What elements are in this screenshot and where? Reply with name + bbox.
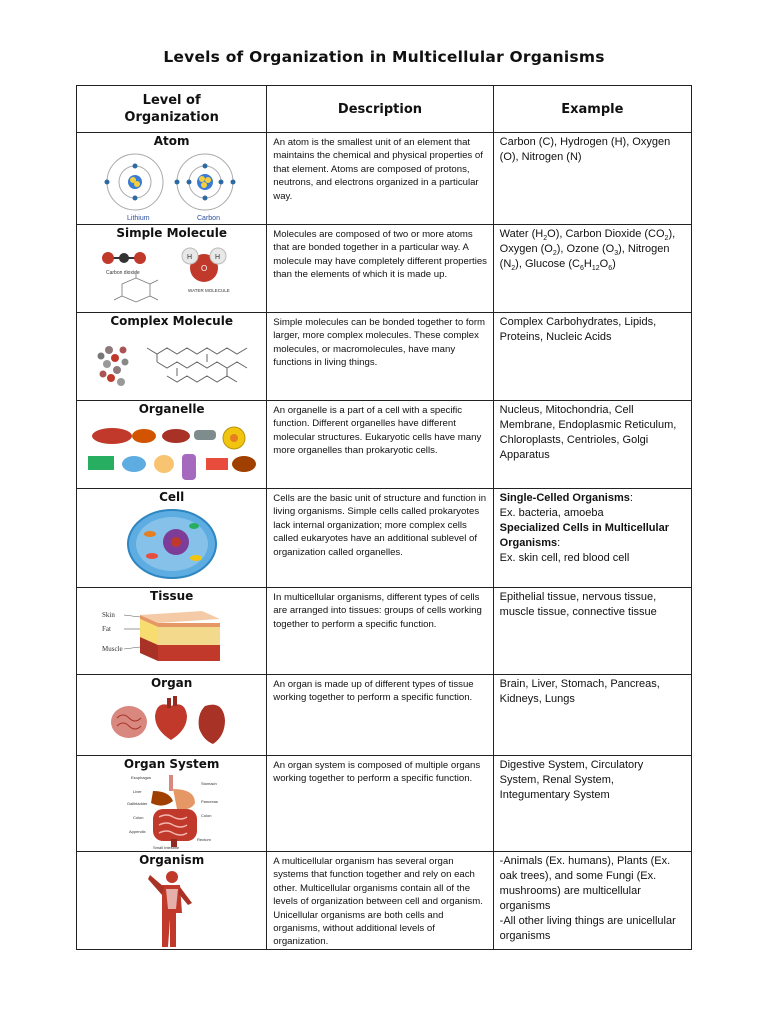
header-description: Description: [267, 86, 493, 133]
level-cell: [77, 852, 267, 950]
organism-illustration: [142, 869, 202, 949]
example-text: Brain, Liver, Stomach, Pancreas, Kidneys, Lungs: [499, 678, 660, 705]
carbon-dioxide-label: Carbon dioxide: [105, 270, 140, 276]
cytoskeleton-icon: [206, 458, 228, 470]
esophagus-label: Esophagus: [130, 775, 151, 780]
table-row: [77, 225, 692, 313]
description-text: An organ system is composed of multiple organs working together to perform a specific function.: [273, 760, 481, 785]
description-cell: [267, 852, 493, 950]
stomach-label: Stomach: [200, 781, 217, 786]
ribosome-icon: [194, 430, 216, 440]
header-example: Example: [493, 86, 691, 133]
level-name: Organism: [139, 853, 205, 867]
header-level: Level of Organization: [77, 86, 267, 133]
cell-illustration: [122, 506, 222, 582]
eukaryotic-cell-icon: [128, 510, 216, 578]
endoplasmic-reticulum-icon: [92, 428, 132, 444]
mitochondria-icon: [232, 456, 256, 472]
glucose-ring-icon: [114, 272, 158, 302]
water-molecule-icon: [182, 248, 230, 293]
level-name: Complex Molecule: [110, 314, 233, 328]
water-molecule-label: WATER MOLECULE: [187, 288, 230, 293]
small-intestine-label: Small Intestine: [152, 845, 179, 849]
example-cell: [493, 133, 691, 225]
lithium-label: Lithium: [126, 215, 150, 222]
organelles-illustration: [84, 418, 260, 486]
skin-layers-icon: [124, 611, 220, 661]
table-row: [77, 489, 692, 588]
muscle-label: Muscle: [101, 645, 123, 653]
example-cell: [493, 675, 691, 756]
example-cell: [493, 489, 691, 588]
digestive-system-icon: [151, 775, 197, 847]
organization-table: [76, 85, 692, 950]
example-text: -Animals (Ex. humans), Plants (Ex. oak trees), and some Fungi (Ex. mushrooms) are multicellular organisms -All other living things are unicellular organisms: [499, 855, 676, 942]
description-cell: [267, 675, 493, 756]
centriole-icon: [182, 454, 196, 480]
liver-icon: [198, 705, 224, 744]
description-cell: [267, 313, 493, 401]
example-text: Carbon (C), Hydrogen (H), Oxygen (O), Nitrogen (N): [499, 136, 671, 163]
brain-icon: [111, 706, 147, 738]
description-text: In multicellular organisms, different types of cells are arranged into tissues: groups of cells working together to perform a specific function.: [273, 592, 482, 630]
level-cell: [77, 756, 267, 852]
table-row: [77, 852, 692, 950]
level-cell: [77, 225, 267, 313]
table-header-row: [77, 86, 692, 133]
table-row: [77, 401, 692, 489]
level-cell: [77, 588, 267, 675]
lithium-atom-icon: [104, 154, 163, 210]
liver-label: Liver: [132, 789, 142, 794]
level-cell: [77, 133, 267, 225]
page-title: Levels of Organization in Multicellular Organisms: [163, 48, 605, 66]
rough-er-icon: [162, 429, 190, 443]
lysosome-icon: [122, 456, 146, 472]
macromolecule-illustration: [87, 330, 257, 394]
description-cell: [267, 225, 493, 313]
svg-text:O: O: [200, 264, 207, 273]
skin-label: Skin: [101, 611, 115, 619]
level-cell: [77, 675, 267, 756]
vacuole-icon: [154, 455, 174, 473]
digestive-system-illustration: [97, 773, 247, 849]
organs-illustration: [107, 692, 237, 748]
level-cell: [77, 489, 267, 588]
description-text: Cells are the basic unit of structure and function in living organisms. Simple cells called prokaryotes lack internal organization; more complex cells called eukaryotes have an additional sublevel of organization called organelles.: [273, 493, 487, 558]
pancreas-label: Pancreas: [200, 799, 218, 804]
table-row: [77, 313, 692, 401]
example-cell: [493, 401, 691, 489]
table-row: [77, 756, 692, 852]
example-cell: [493, 588, 691, 675]
example-cell: [493, 225, 691, 313]
description-cell: [267, 401, 493, 489]
description-cell: [267, 489, 493, 588]
cell-membrane-icon: [88, 456, 114, 470]
description-text: Molecules are composed of two or more atoms that are bonded together in a particular way. A molecule may have completely different properties than the elements of which it is made up.: [273, 229, 487, 281]
lipid-chain-icon: [147, 348, 247, 382]
molecule-illustration: [92, 242, 252, 308]
example-text: Digestive System, Circulatory System, Renal System, Integumentary System: [499, 759, 644, 801]
description-text: Simple molecules can be bonded together to form larger, more complex molecules. These complex molecules, or macromolecules, have many functions in living things.: [273, 317, 486, 369]
description-text: An organelle is a part of a cell with a specific function. Different organelles have different molecular structures. Eukaryotic cells have many more organelles than prokaryotic cells.: [273, 405, 482, 457]
fat-label: Fat: [101, 625, 111, 633]
level-name: Cell: [159, 490, 185, 504]
rectum-label: Rectum: [196, 837, 211, 842]
description-text: An organ is made up of different types of tissue working together to perform a specific function.: [273, 679, 474, 704]
description-text: A multicellular organism has several organ systems that function together and rely on each other. Multicellular organisms contain all of the levels of organization between cell and organism. Unicellular organisms are both cells and organisms, without additional levels of organization.: [273, 856, 483, 948]
carbon-label: Carbon: [196, 215, 220, 222]
example-text: Single-Celled Organisms: Ex. bacteria, amoeba Specialized Cells in Multicellular Organisms: Ex. skin cell, red blood cell: [499, 492, 669, 564]
example-text: Epithelial tissue, nervous tissue, muscle tissue, connective tissue: [499, 591, 657, 618]
description-cell: [267, 756, 493, 852]
example-text: Nucleus, Mitochondria, Cell Membrane, Endoplasmic Reticulum, Chloroplasts, Centrioles, Golgi Apparatus: [499, 404, 677, 461]
example-text: Complex Carbohydrates, Lipids, Proteins, Nucleic Acids: [499, 316, 657, 343]
description-cell: [267, 588, 493, 675]
table-row: [77, 588, 692, 675]
description-cell: [267, 133, 493, 225]
example-cell: [493, 313, 691, 401]
appendix-label: Appendix: [128, 829, 146, 834]
tissue-illustration: [102, 605, 242, 667]
gallbladder-label: Gallbladder: [126, 801, 148, 806]
human-figure-icon: [148, 871, 192, 947]
golgi-icon: [132, 429, 156, 443]
level-cell: [77, 313, 267, 401]
carbon-atom-icon: [174, 154, 235, 210]
level-name: Simple Molecule: [116, 226, 227, 240]
level-name: Organ System: [123, 757, 220, 771]
table-row: [77, 675, 692, 756]
colon-label-right: Colon: [200, 813, 212, 818]
atom-illustration: [97, 150, 247, 222]
table-row: [77, 133, 692, 225]
protein-cluster-icon: [97, 346, 128, 386]
svg-text:H: H: [214, 254, 220, 261]
svg-text:H: H: [186, 254, 192, 261]
colon-label-left: Colon: [132, 815, 144, 820]
carbon-dioxide-icon: [102, 252, 146, 276]
example-cell: [493, 852, 691, 950]
example-text: Water $(H_2O)$, Carbon Dioxide $(CO_2)$, Oxygen $(O_2)$, Ozone $(O_3)$, Nitrogen $(N_2)$, Glucose $(C_6H_{12}O_6)$: [499, 228, 676, 273]
example-cell: [493, 756, 691, 852]
description-text: An atom is the smallest unit of an element that maintains the chemical and physical properties of that element. Atoms are composed of protons, neutrons, and electrons organized in a particular way.: [273, 137, 483, 202]
level-name: Organ: [150, 676, 193, 690]
level-name: Atom: [153, 134, 190, 148]
level-name: Tissue: [150, 589, 194, 603]
level-name: Organelle: [138, 402, 205, 416]
heart-icon: [155, 696, 187, 740]
level-cell: [77, 401, 267, 489]
